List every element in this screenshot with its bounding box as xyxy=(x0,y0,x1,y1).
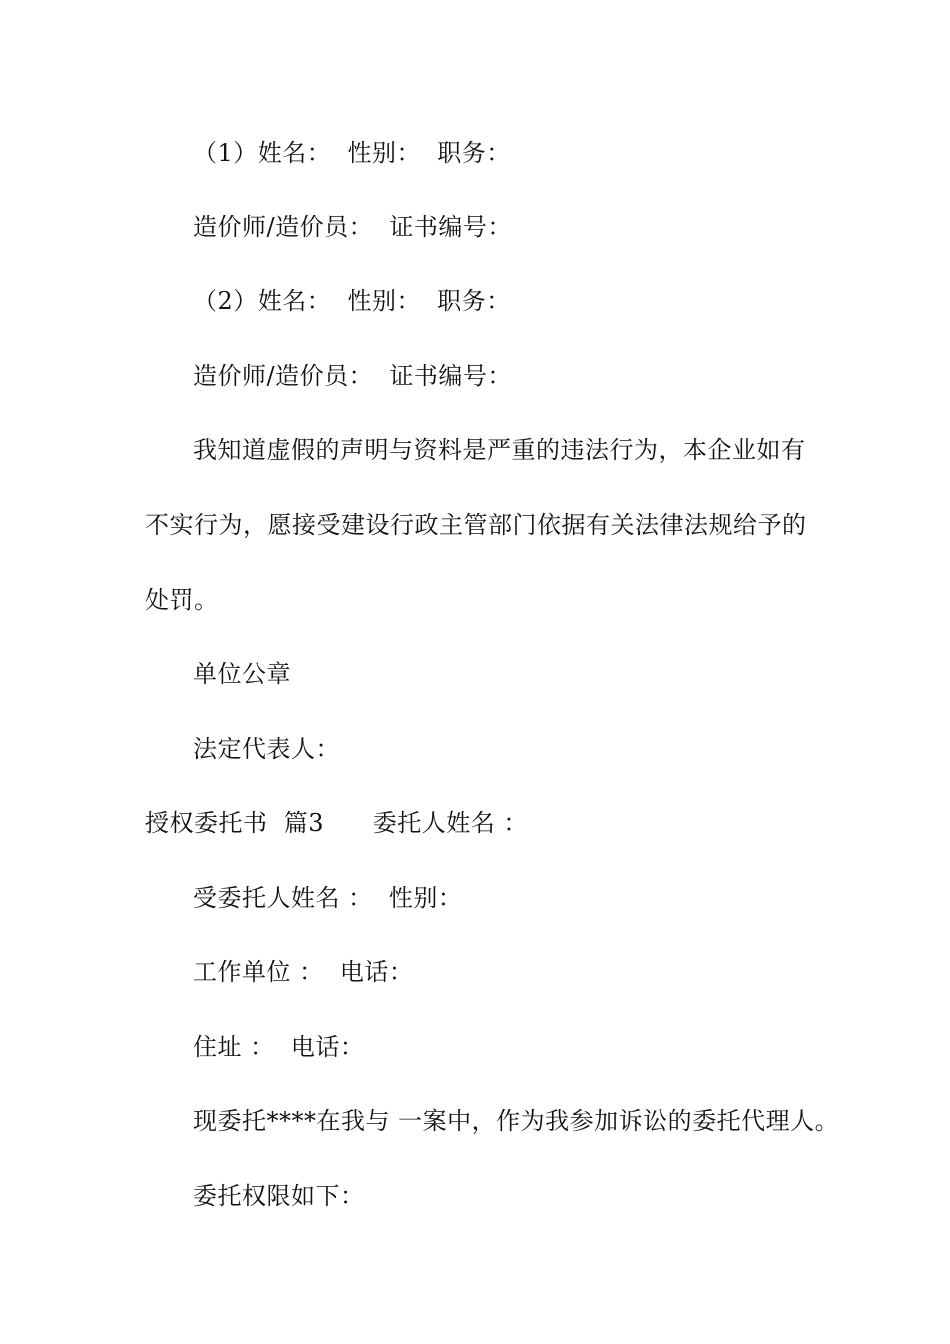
entrustment-statement: 现委托****在我与 一案中，作为我参加诉讼的委托代理人。 xyxy=(193,1107,840,1135)
person-2-certificate: 造价师/造价员： 证书编号： xyxy=(193,362,512,390)
address-phone: 住址 ： 电话： xyxy=(193,1033,365,1061)
declaration-paragraph-line-3: 处罚。 xyxy=(145,586,219,614)
authority-scope-label: 委托权限如下： xyxy=(193,1182,365,1210)
agent-name-gender: 受委托人姓名 ： 性别： xyxy=(193,884,463,912)
work-unit-phone: 工作单位 ： 电话： xyxy=(193,958,414,986)
declaration-paragraph-line-2: 不实行为，愿接受建设行政主管部门依据有关法律法规给予的 xyxy=(145,511,807,539)
authorization-heading: 授权委托书 篇3 委托人姓名 ： xyxy=(145,809,528,837)
person-2-info: （2）姓名： 性别： 职务： xyxy=(193,287,511,315)
legal-representative-label: 法定代表人： xyxy=(193,735,340,763)
declaration-paragraph-line-1: 我知道虚假的声明与资料是严重的违法行为，本企业如有 xyxy=(193,436,806,464)
unit-seal-label: 单位公章 xyxy=(193,660,291,688)
person-1-info: （1）姓名： 性别： 职务： xyxy=(193,139,511,167)
person-1-certificate: 造价师/造价员： 证书编号： xyxy=(193,213,512,241)
